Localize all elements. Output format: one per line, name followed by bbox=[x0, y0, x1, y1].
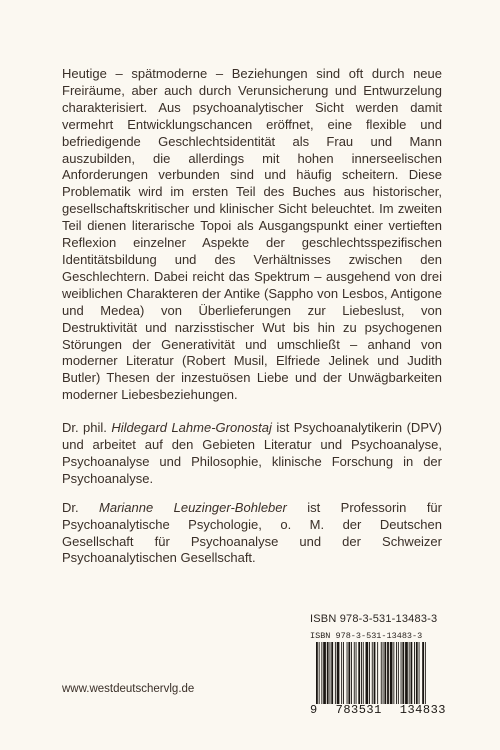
barcode-bar bbox=[337, 642, 340, 704]
barcode-digits bbox=[310, 703, 446, 717]
barcode-bar bbox=[327, 642, 329, 704]
barcode bbox=[310, 642, 446, 704]
barcode-bar bbox=[341, 642, 342, 704]
barcode-bar bbox=[343, 642, 344, 704]
author-1-prefix: Dr. phil. bbox=[62, 420, 112, 436]
barcode-bar bbox=[383, 642, 384, 704]
barcode-bar bbox=[398, 642, 399, 704]
publisher-website: www.westdeutschervlg.de bbox=[62, 683, 195, 695]
barcode-bar bbox=[419, 642, 420, 704]
barcode-bar bbox=[361, 642, 362, 704]
description-paragraph: Heutige – spätmoderne – Beziehungen sind oft durch neue Freiräume, aber auch durch Verunsicherung und Entwurzelung charakterisiert. Aus psychoanalytischer Sicht werden damit vermehrt Entwicklungschancen eröffnet, eine flexible und befriedigende Geschlechtsidentität als Frau und Mann auszubilden, die allerdings mit hohen innerseelischen Anforderungen verbunden sind und häufig scheitern. Diese Problematik wird im ersten Teil des Buches aus historischer, gesellschaftskritischer und klinischer Sicht beleuchtet. Im zweiten Teil dienen literarische Topoi als Ausgangspunkt einer vertieften Reflexion einzelner Aspekte der geschlechtsspezifischen Identitätsbildung und des Verhältnisses zwischen den Geschlechtern. Dabei reicht das Spektrum – ausgehend von drei weiblichen Charakteren der Antike (Sappho von Lesbos, Antigone und Medea) von Überlieferungen zur Liebeslust, von Destruktivität und narzisstischer Wut bis hin zu psychogenen Störungen der Generativität und umschließt – anhand von moderner Literatur (Robert Musil, Elfriede Jelinek und Judith Butler) Thesen der inzestuösen Liebe und der Unwägbarkeiten moderner Liebesbeziehungen. bbox=[62, 66, 442, 403]
barcode-digit-group-1: 783531 bbox=[335, 703, 382, 717]
barcode-bar bbox=[366, 642, 369, 704]
barcode-bar bbox=[409, 642, 410, 704]
barcode-bar bbox=[416, 642, 418, 704]
barcode-bar bbox=[374, 642, 376, 704]
barcode-bar bbox=[351, 642, 352, 704]
author-2-text: ist Professorin für Psychoanalytische Psychologie, o. M. der Deutschen Gesellschaft für Psychoanalyse und der Schweizer Psychoanalytischen Gesellschaft. bbox=[62, 499, 442, 566]
barcode-bar bbox=[384, 642, 386, 704]
barcode-bar bbox=[390, 642, 393, 704]
barcode-bar bbox=[323, 642, 326, 704]
author-bio-2 bbox=[62, 500, 442, 568]
barcode-bar bbox=[319, 642, 320, 704]
barcode-bar bbox=[411, 642, 413, 704]
barcode-bar bbox=[363, 642, 364, 704]
barcode-bar bbox=[387, 642, 389, 704]
author-1-name: Hildegard Lahme-Gronostaj bbox=[111, 420, 272, 436]
barcode-bar bbox=[330, 642, 331, 704]
barcode-digit-lead: 9 bbox=[310, 703, 318, 717]
isbn-label: ISBN 978-3-531-13483-3 bbox=[310, 613, 438, 625]
barcode-bar bbox=[354, 642, 355, 704]
barcode-bar bbox=[381, 642, 382, 704]
barcode-bar bbox=[331, 642, 333, 704]
isbn-block bbox=[310, 613, 445, 641]
barcode-bar bbox=[393, 642, 394, 704]
author-bio-1 bbox=[62, 420, 442, 488]
isbn-mono-label: ISBN 978-3-531-13483-3 bbox=[310, 631, 423, 641]
barcode-bar bbox=[335, 642, 336, 704]
barcode-bar bbox=[401, 642, 402, 704]
barcode-bar bbox=[422, 642, 424, 704]
barcode-bar bbox=[377, 642, 378, 704]
barcode-digit-group-2: 134833 bbox=[399, 703, 446, 717]
barcode-image bbox=[310, 642, 446, 704]
barcode-bar bbox=[358, 642, 360, 704]
barcode-bar bbox=[414, 642, 415, 704]
barcode-bar bbox=[369, 642, 370, 704]
author-2-prefix: Dr. bbox=[62, 499, 100, 515]
barcode-bar bbox=[396, 642, 397, 704]
barcode-bar bbox=[372, 642, 373, 704]
barcode-bar bbox=[321, 642, 322, 704]
author-2-name: Marianne Leuzinger-Bohleber bbox=[99, 499, 287, 515]
barcode-bar bbox=[348, 642, 350, 704]
author-1-text: ist Psychoanalytikerin (DPV) und arbeitet auf den Gebieten Literatur und Psychoanalyse, Psychoanalyse und Philosophie, klinische Forschung in der Psychoanalyse. bbox=[62, 420, 442, 486]
barcode-bar bbox=[356, 642, 357, 704]
barcode-bar bbox=[425, 642, 426, 704]
barcode-bar bbox=[402, 642, 404, 704]
barcode-bar bbox=[347, 642, 348, 704]
barcode-bar bbox=[316, 642, 318, 704]
back-cover-text bbox=[62, 66, 442, 567]
barcode-bar bbox=[405, 642, 408, 704]
